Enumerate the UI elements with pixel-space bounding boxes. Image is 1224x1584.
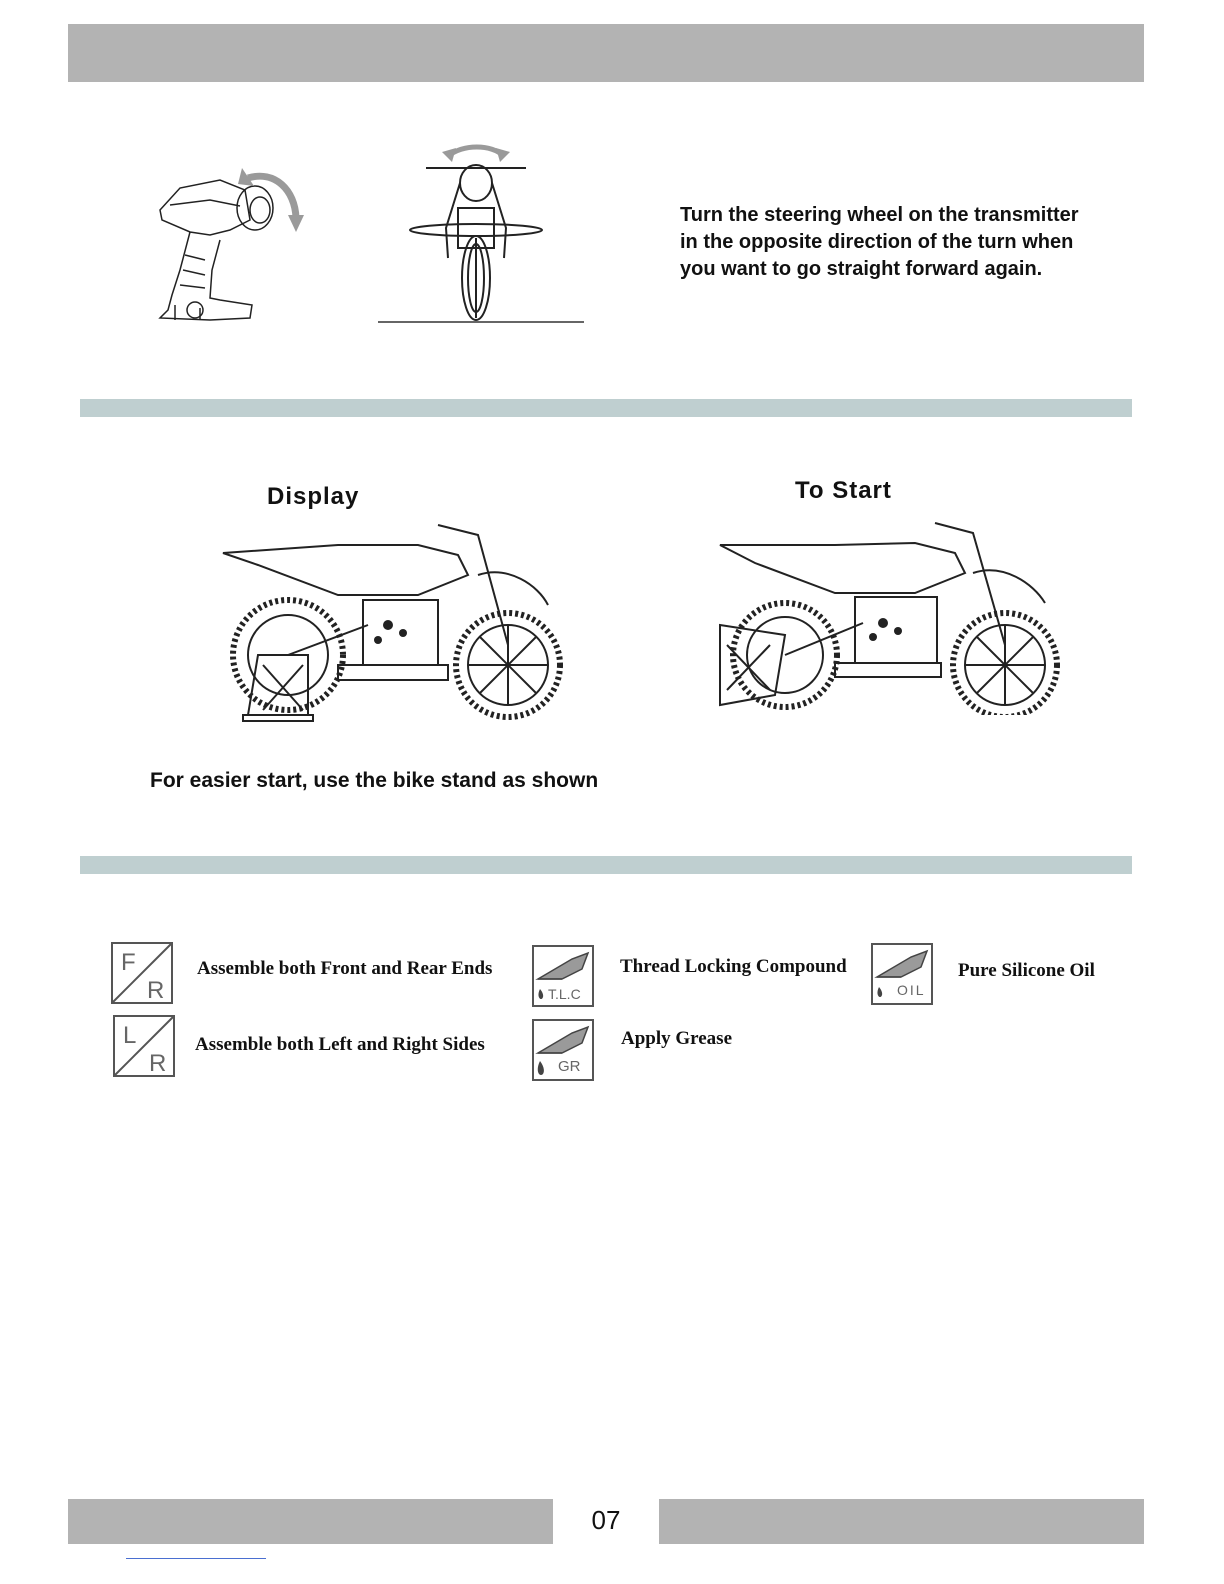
- left-right-icon: [113, 1015, 175, 1077]
- header-band: [68, 24, 1144, 82]
- bike-front-view-illustration: [376, 138, 586, 328]
- section-divider-symbols: [80, 856, 1132, 874]
- svg-text:L: L: [123, 1022, 137, 1049]
- thread-locking-compound-icon: [532, 945, 594, 1007]
- legend-left-right-label: Assemble both Left and Right Sides: [195, 1034, 485, 1055]
- svg-text:T.L.C: T.L.C: [548, 986, 581, 1002]
- svg-text:OIL: OIL: [897, 982, 926, 998]
- steering-instruction: Turn the steering wheel on the transmitter in the opposite direction of the turn when you want to go straight forward again.: [680, 204, 1079, 280]
- bike-start-position-illustration: [715, 515, 1065, 715]
- page-number: 07: [591, 1505, 621, 1535]
- front-rear-icon: [111, 942, 173, 1004]
- footer-underline: [126, 1558, 266, 1559]
- legend-front-rear-label: Assemble both Front and Rear Ends: [197, 958, 493, 979]
- transmitter-illustration: [150, 160, 310, 328]
- svg-text:F: F: [121, 949, 136, 976]
- bike-stand-note: For easier start, use the bike stand as shown: [150, 769, 599, 792]
- bike-on-stand-illustration: [218, 515, 568, 725]
- display-caption: Display: [267, 483, 360, 510]
- section-divider-start: [80, 399, 1132, 417]
- legend-silicone-oil-label: Pure Silicone Oil: [958, 960, 1095, 981]
- to-start-caption: To Start: [795, 477, 892, 504]
- svg-text:GR: GR: [558, 1058, 581, 1075]
- svg-text:R: R: [147, 977, 165, 1004]
- svg-text:R: R: [149, 1050, 167, 1077]
- legend-thread-locking-label: Thread Locking Compound: [620, 956, 847, 977]
- footer-band-left: [68, 1499, 553, 1544]
- silicone-oil-icon: [871, 943, 933, 1005]
- legend-apply-grease-label: Apply Grease: [621, 1028, 733, 1049]
- apply-grease-icon: [532, 1019, 594, 1081]
- footer-band-right: [659, 1499, 1144, 1544]
